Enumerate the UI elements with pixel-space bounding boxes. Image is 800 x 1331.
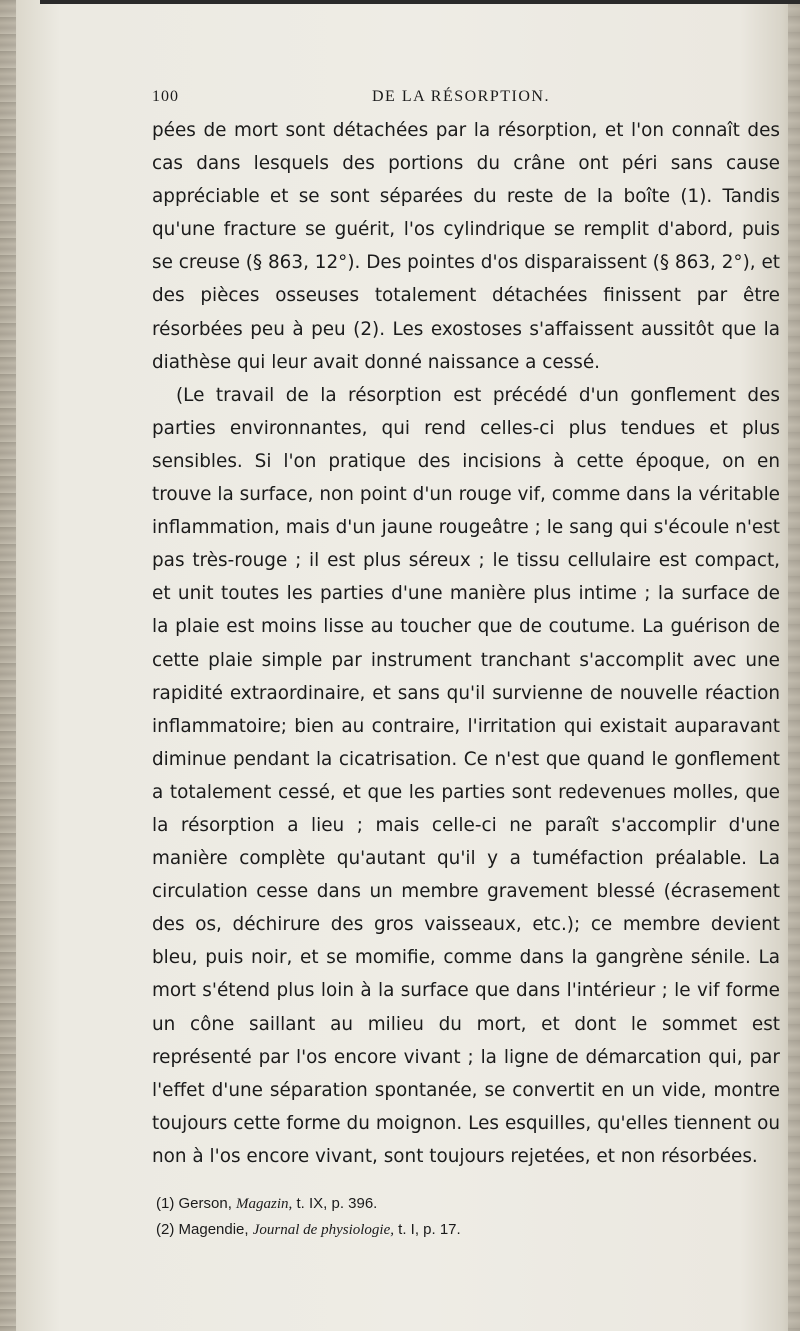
footnote-author: Magendie, — [178, 1221, 249, 1238]
book-page — [152, 88, 780, 1243]
footnote-author: Gerson, — [178, 1195, 232, 1212]
footnotes — [152, 1191, 780, 1243]
main-text — [152, 114, 780, 1173]
page-header — [152, 88, 780, 114]
top-edge-line — [40, 0, 800, 4]
paragraph-continuation: pées de mort sont détachées par la résorption, et l'on connaît des cas dans lesquels des portions du crâne ont péri sans cause appréciable et se sont séparées du reste de la boîte (1). Tandis qu'une fracture se guérit, l'os cylindrique se remplit d'abord, puis se creuse (§ 863, 12°). Des pointes d'os disparaissent (§ 863, 2°), et des pièces osseuses totalement détachées finissent par être résorbées peu à peu (2). Les exostoses s'affaissent aussitôt que la diathèse qui leur avait donné naissance a cessé. — [152, 120, 780, 373]
footnote-1 — [152, 1191, 780, 1217]
book-gutter-shadow — [0, 0, 16, 1331]
running-title: DE LA RÉSORPTION. — [372, 88, 550, 105]
footnote-marker: (2) — [156, 1221, 175, 1238]
footnote-source: Journal de physiologie, — [252, 1222, 394, 1238]
footnote-detail: t. IX, p. 396. — [296, 1195, 378, 1212]
footnote-detail: t. I, p. 17. — [398, 1221, 461, 1238]
page-edge-shadow — [788, 0, 800, 1331]
paragraph-resorption-process: (Le travail de la résorption est précédé d'un gonflement des parties environnantes, qui rend celles-ci plus tendues et plus sensibles. Si l'on pratique des incisions à cette époque, on en trouve la surface, non point d'un rouge vif, comme dans la véritable inflammation, mais d'un jaune rougeâtre ; le sang qui s'écoule n'est pas très-rouge ; il est plus séreux ; le tissu cellulaire est compact, et unit toutes les parties d'une manière plus intime ; la surface de la plaie est moins lisse au toucher que de coutume. La guérison de cette plaie simple par instrument tranchant s'accomplit avec une rapidité extraordinaire, et sans qu'il survienne de nouvelle réaction inflammatoire; bien au contraire, l'irritation qui existait auparavant diminue pendant la cicatrisation. Ce n'est que quand le gonflement a totalement cessé, et que les parties sont redevenues molles, que la résorption a lieu ; mais celle-ci ne paraît s'accomplir d'une manière complète qu'autant qu'il y a tuméfaction préalable. La circulation cesse dans un membre gravement blessé (écrasement des os, déchirure des gros vaisseaux, etc.); ce membre devient bleu, puis noir, et se momifie, comme dans la gangrène sénile. La mort s'étend plus loin à la surface que dans l'intérieur ; le vif forme un cône saillant au milieu du mort, et dont le sommet est représenté par l'os encore vivant ; la ligne de démarcation qui, par l'effet d'une séparation spontanée, se convertit en un vide, montre toujours cette forme du moignon. Les esquilles, qu'elles tiennent ou non à l'os encore vivant, sont toujours rejetées, et non résorbées. — [152, 384, 780, 1167]
footnote-source: Magazin, — [236, 1196, 293, 1212]
page-number: 100 — [152, 88, 179, 105]
footnote-marker: (1) — [156, 1195, 175, 1212]
footnote-2 — [152, 1217, 780, 1243]
